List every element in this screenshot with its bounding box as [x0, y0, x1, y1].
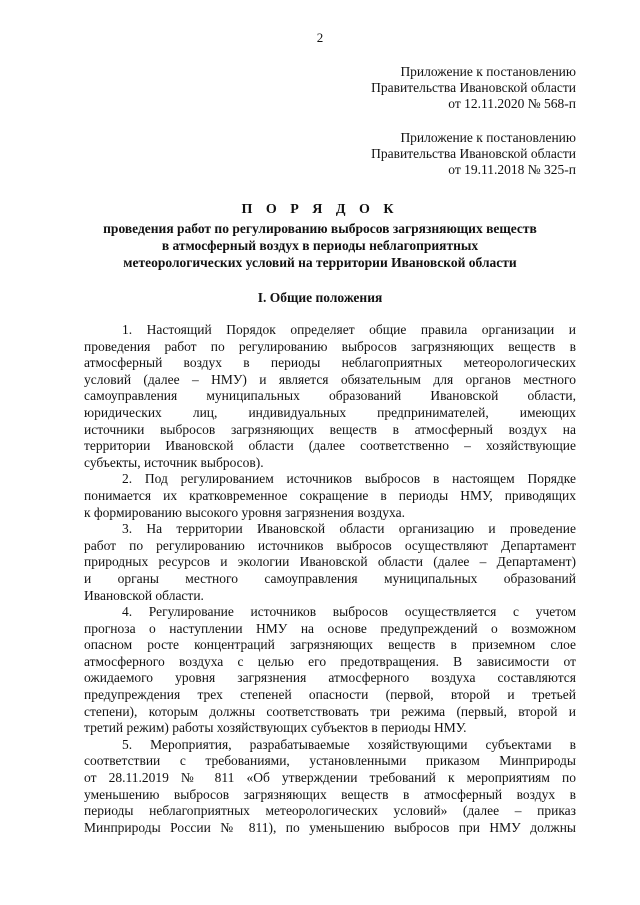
paragraph-line: предупреждения трех степеней опасности (первой, второй и третьей	[84, 687, 576, 703]
appendix-line: Правительства Ивановской области	[371, 146, 576, 161]
paragraph-line: атмосферного воздуха с целью его предотвращения. В зависимости от	[84, 653, 576, 669]
paragraph-line: и органы местного самоуправления муниципальных образований	[84, 570, 576, 586]
appendix-line: от 19.11.2018 № 325-п	[448, 162, 576, 177]
paragraph	[84, 737, 576, 837]
appendix-line: Приложение к постановлению	[400, 64, 576, 79]
paragraph-line: соответствии с требованиями, установленными приказом Минприроды	[84, 753, 576, 769]
subtitle-line: в атмосферный воздух в периоды неблагоприятных	[161, 238, 479, 253]
document-body	[84, 322, 576, 836]
paragraph-line: ожидаемого уровня загрязнения атмосферного воздуха составляются	[84, 670, 576, 686]
paragraph-line: к формированию высокого уровня загрязнения воздуха.	[84, 504, 405, 520]
paragraph-line: проведения работ по регулированию выбросов загрязняющих веществ в	[84, 338, 576, 354]
paragraph-line: источники выбросов загрязняющих веществ в атмосферный воздух на	[84, 421, 576, 437]
paragraph-line: уменьшению выбросов загрязняющих веществ в атмосферный воздух в	[84, 786, 576, 802]
paragraph-line: юридических лиц, индивидуальных предпринимателей, имеющих	[84, 404, 576, 420]
appendix-line: Правительства Ивановской области	[371, 80, 576, 95]
appendix-block-current	[340, 64, 576, 112]
paragraph-line: территории Ивановской области (далее соответственно – хозяйствующие	[84, 438, 576, 454]
paragraph-line: третий режим) работы хозяйствующих субъектов в периоды НМУ.	[84, 720, 467, 736]
paragraph-line: субъекты, источник выбросов).	[84, 454, 264, 470]
appendix-block-original	[340, 130, 576, 178]
subtitle-line: метеорологических условий на территории Ивановской области	[123, 255, 517, 270]
document-subtitle	[60, 220, 580, 271]
paragraph-line: самоуправления муниципальных образований Ивановской области,	[84, 388, 576, 404]
paragraph	[84, 322, 576, 471]
appendix-line: Приложение к постановлению	[400, 130, 576, 145]
paragraph-line: опасном росте концентраций загрязняющих веществ в приземном слое	[84, 637, 576, 653]
paragraph-line: 2. Под регулированием источников выбросов в настоящем Порядке	[122, 471, 576, 487]
page-number: 2	[316, 30, 324, 45]
document-title: П О Р Я Д О К	[241, 202, 399, 217]
paragraph-line: природных ресурсов и экологии Ивановской области (далее – Департамент)	[84, 554, 576, 570]
paragraph-line: Ивановской области.	[84, 587, 204, 603]
paragraph-line: степени), которым должны соответствовать три режима (первый, второй и	[84, 703, 576, 719]
paragraph-line: от 28.11.2019 № 811 «Об утверждении требований к мероприятиям по	[84, 770, 576, 786]
paragraph-line: прогноза о наступлении НМУ на основе предупреждений о возможном	[84, 620, 576, 636]
paragraph	[84, 604, 576, 737]
appendix-line: от 12.11.2020 № 568-п	[448, 96, 576, 111]
paragraph-line: 5. Мероприятия, разрабатываемые хозяйствующими субъектами в	[122, 736, 576, 752]
paragraph-line: Минприроды России № 811), по уменьшению выбросов при НМУ должны	[84, 819, 576, 835]
section-heading: I. Общие положения	[257, 290, 383, 305]
paragraph-line: атмосферный воздух в периоды неблагоприятных метеорологических	[84, 355, 576, 371]
paragraph-line: 4. Регулирование источников выбросов осуществляется с учетом	[122, 604, 576, 620]
paragraph	[84, 521, 576, 604]
paragraph	[84, 471, 576, 521]
paragraph-line: периоды неблагоприятных метеорологических условий» (далее – приказ	[84, 803, 576, 819]
paragraph-line: 3. На территории Ивановской области организацию и проведение	[122, 521, 576, 537]
paragraph-line: 1. Настоящий Порядок определяет общие правила организации и	[122, 322, 576, 337]
paragraph-line: понимается их кратковременное сокращение в периоды НМУ, приводящих	[84, 487, 576, 503]
paragraph-line: условий (далее – НМУ) и является обязательным для органов местного	[84, 371, 576, 387]
subtitle-line: проведения работ по регулированию выбросов загрязняющих веществ	[103, 221, 537, 236]
paragraph-line: работ по регулированию источников выбросов осуществляют Департамент	[84, 537, 576, 553]
